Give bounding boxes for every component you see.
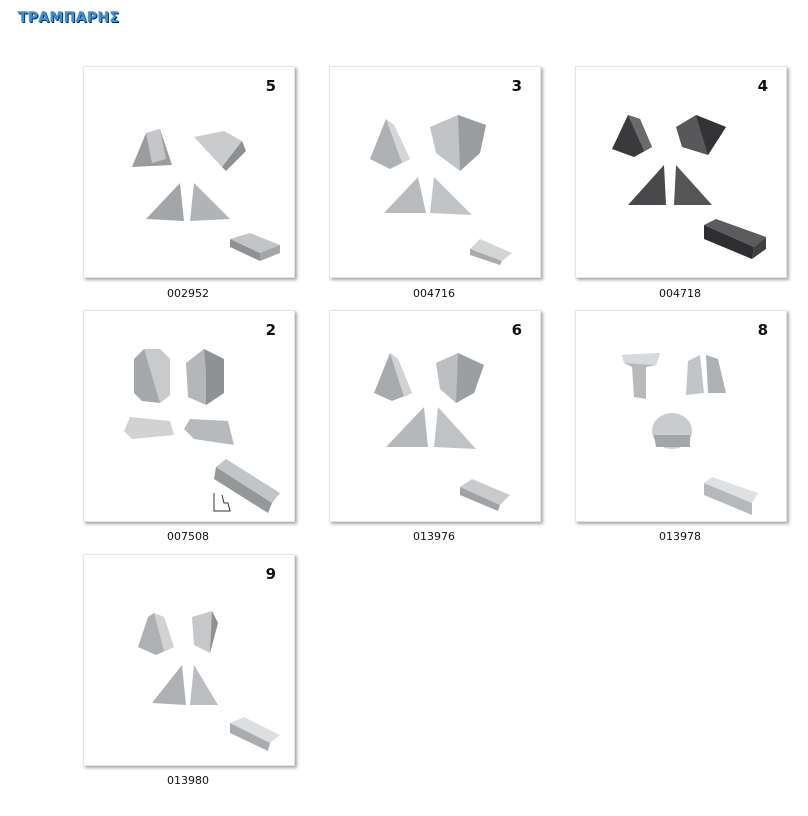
- product-image: [330, 67, 540, 277]
- product-image: [84, 555, 294, 765]
- product-code: 004716: [413, 287, 455, 300]
- product-image: [576, 311, 786, 521]
- product-card[interactable]: [83, 554, 295, 766]
- product-number: 6: [511, 321, 522, 339]
- product-image: [84, 311, 294, 521]
- product-code: 004718: [659, 287, 701, 300]
- product-code: 013976: [413, 530, 455, 543]
- product-code: 013978: [659, 530, 701, 543]
- product-image: [330, 311, 540, 521]
- product-card[interactable]: [329, 310, 541, 522]
- product-card[interactable]: [83, 66, 295, 278]
- brand-logo: ΤΡΑΜΠΑΡΗΣ: [18, 10, 120, 26]
- product-number: 5: [265, 77, 276, 95]
- product-code: 002952: [167, 287, 209, 300]
- product-card[interactable]: [575, 66, 787, 278]
- product-number: 4: [757, 77, 768, 95]
- product-number: 8: [757, 321, 768, 339]
- product-number: 3: [511, 77, 522, 95]
- product-image: [576, 67, 786, 277]
- product-number: 2: [265, 321, 276, 339]
- product-card[interactable]: [83, 310, 295, 522]
- product-image: [84, 67, 294, 277]
- product-code: 013980: [167, 774, 209, 787]
- product-card[interactable]: [575, 310, 787, 522]
- product-number: 9: [265, 565, 276, 583]
- product-code: 007508: [167, 530, 209, 543]
- product-card[interactable]: [329, 66, 541, 278]
